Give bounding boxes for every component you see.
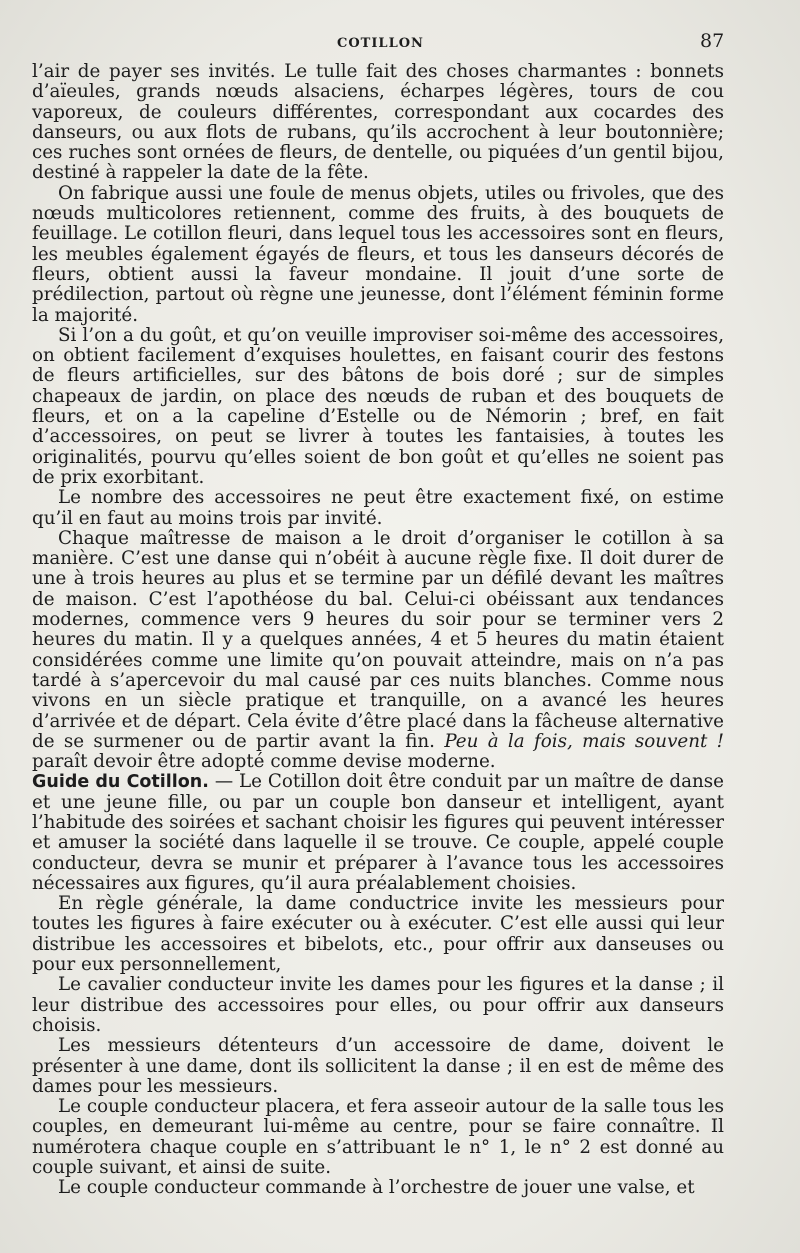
body-text	[32, 62, 724, 1199]
paragraph-messieurs-detenteurs: Les messieurs détenteurs d’un accessoire de dame, doivent le présenter à une dame, dont ils sollicitent la danse ; il en est de même des dames pour les messieurs.	[32, 1035, 724, 1097]
paragraph-nombre-accessoires: Le nombre des accessoires ne peut être exactement fixé, on estime qu’il en faut au moins trois par invité.	[32, 487, 724, 529]
paragraph-orchestre-valse: Le couple conducteur commande à l’orchestre de jouer une valse, et	[58, 1177, 695, 1199]
paragraph-menus-objets: On fabrique aussi une foule de menus objets, utiles ou frivoles, que des nœuds multicolores retiennent, comme des fruits, à des bouquets de feuillage. Le cotillon fleuri, dans lequel tous les accessoires sont en fleurs, les meubles également égayés de fleurs, et tous les danseurs décorés de fleurs, obtient aussi la faveur mondaine. Il jouit d’une sorte de prédilection, partout où règne une jeunesse, dont l’élément féminin forme la majorité.	[32, 182, 724, 326]
paragraph-cavalier-conducteur: Le cavalier conducteur invite les dames pour les figures et la danse ; il leur distribue des accessoires pour elles, ou pour offrir aux danseurs choisis.	[32, 974, 724, 1036]
italic-motto: Peu à la fois, mais souvent !	[444, 730, 725, 752]
paragraph-maitresse-de-maison: Chaque maîtresse de maison a le droit d’organiser le cotillon à sa manière. C’est une danse qui n’obéit à aucune règle fixe. Il doit durer de une à trois heures au plus et se termine par un défilé devant les maîtres de maison. C’est l’apothéose du bal. Celui-ci obéissant aux tendances modernes, commence vers 9 heures du soir pour se terminer vers 2 heures du matin. Il y a quelques années, 4 et 5 heures du matin étaient considérées comme une limite qu’on pouvait atteindre, mais on n’a pas tardé à s’apercevoir du mal causé par ces nuits blanches. Comme nous vivons en un siècle pratique et tranquille, on a avancé les heures d’arrivée et de départ. Cela évite d’être placé dans la fâcheuse alternative de se surmener ou de partir avant la fin. Peu à la fois, mais souvent ! paraît devoir être adopté comme devise moderne.	[32, 527, 725, 773]
page-number: 87	[700, 30, 725, 52]
paragraph-improviser-accessoires: Si l’on a du goût, et qu’on veuille improviser soi-même des accessoires, on obtient facilement d’exquises houlettes, en faisant courir des festons de fleurs artificielles, sur des bâtons de bois doré ; sur de simples chapeaux de jardin, on place des nœuds de ruban et des bouquets de fleurs, et on a la capeline d’Estelle ou de Némorin ; bref, en fait d’accessoires, on peut se livrer à toutes les fantaisies, à toutes les originalités, pourvu qu’elles soient de bon goût et qu’elles ne soient pas de prix exorbitant.	[32, 324, 724, 488]
paragraph-tulle-accessories: l’air de payer ses invités. Le tulle fait des choses charmantes : bonnets d’aïeules, grands nœuds alsaciens, écharpes légères, tours de cou vaporeux, de couleurs différentes, correspondant aux cocardes des danseurs, ou aux flots de rubans, qu’ils accrochent à leur boutonnière; ces ruches sont ornées de fleurs, de dentelle, ou piquées d’un gentil bijou, destiné à rappeler la date de la fête.	[32, 61, 724, 184]
paragraph-couple-conducteur-placera: Le couple conducteur placera, et fera asseoir autour de la salle tous les couples, en demeurant lui-même au centre, pour se faire connaître. Il numérotera chaque couple en s’attribuant le n° 1, le n° 2 est donné au couple suivant, et ainsi de suite.	[32, 1096, 724, 1179]
running-title: COTILLON	[337, 36, 424, 51]
page-header	[0, 30, 800, 58]
section-title: Guide du Cotillon.	[32, 772, 209, 793]
paragraph-dame-conductrice: En règle générale, la dame conductrice invite les messieurs pour toutes les figures à faire exécuter ou à exécuter. C’est elle aussi qui leur distribue les accessoires et bibelots, etc., pour offrir aux danseuses ou pour eux personnellement,	[32, 893, 724, 976]
paragraph-guide-du-cotillon: Guide du Cotillon. — Le Cotillon doit être conduit par un maître de danse et une jeune fille, ou par un couple bon danseur et intelligent, ayant l’habitude des soirées et sachant choisir les figures qui peuvent intéresser et amuser la société dans laquelle il se trouve. Ce couple, appelé couple conducteur, devra se munir et préparer à l’avance tous les accessoires nécessaires aux figures, qu’il aura préalablement choisies.	[32, 771, 725, 894]
